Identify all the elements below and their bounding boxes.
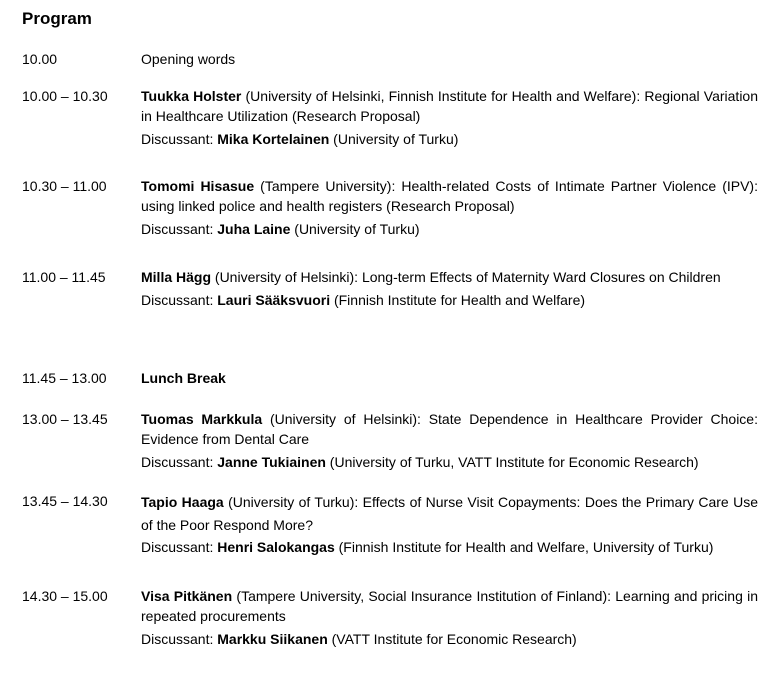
entry-time: 10.00: [22, 51, 58, 67]
talk-line: [141, 586, 758, 626]
speaker-name: Visa Pitkänen: [141, 588, 233, 604]
discussant-line: [141, 537, 758, 557]
discussant-name: Juha Laine: [217, 221, 291, 237]
discussant-label: Discussant:: [141, 539, 214, 555]
entry-body: [141, 491, 758, 557]
discussant-affiliation: (Finnish Institute for Health and Welfare): [330, 292, 586, 308]
talk-title: Learning and pricing in repeated procurements: [141, 588, 758, 624]
entry-time: 11.45 – 13.00: [22, 370, 107, 386]
speaker-name: Milla Hägg: [141, 269, 212, 285]
discussant-label: Discussant:: [141, 292, 214, 308]
entry-body: [141, 368, 758, 388]
discussant-label: Discussant:: [141, 131, 214, 147]
entry-time: 11.00 – 11.45: [22, 269, 106, 285]
entry-time: 10.30 – 11.00: [22, 178, 107, 194]
talk-title: Health-related Costs of Intimate Partner Violence (IPV): using linked police and health registers (Research Proposal): [141, 178, 758, 214]
discussant-label: Discussant:: [141, 631, 214, 647]
discussant-name: Lauri Sääksvuori: [217, 292, 331, 308]
discussant-label: Discussant:: [141, 221, 214, 237]
entry-time: 13.00 – 13.45: [22, 411, 108, 427]
discussant-affiliation: (University of Turku): [329, 131, 459, 147]
speaker-affiliation: (University of Helsinki, Finnish Institute for Health and Welfare):: [241, 88, 645, 104]
entry-body: [141, 586, 758, 649]
entry-body: [141, 49, 758, 69]
discussant-line: [141, 629, 758, 649]
discussant-label: Discussant:: [141, 454, 214, 470]
speaker-name: Tuomas Markkula: [141, 411, 263, 427]
discussant-name: Janne Tukiainen: [217, 454, 326, 470]
talk-title: Effects of Nurse Visit Copayments: Does the Primary Care Use of the Poor Respond More?: [141, 494, 759, 533]
discussant-name: Henri Salokangas: [217, 539, 335, 555]
entry-time: 13.45 – 14.30: [22, 493, 108, 509]
entry-time: 10.00 – 10.30: [22, 88, 108, 104]
talk-title: State Dependence in Healthcare Provider Choice: Evidence from Dental Care: [141, 411, 758, 447]
discussant-affiliation: (VATT Institute for Economic Research): [327, 631, 577, 647]
discussant-line: [141, 129, 758, 149]
speaker-affiliation: (University of Helsinki):: [211, 269, 362, 285]
discussant-line: [141, 219, 758, 239]
discussant-name: Markku Siikanen: [217, 631, 328, 647]
talk-line: [141, 491, 758, 537]
speaker-affiliation: (Tampere University):: [254, 178, 402, 194]
speaker-affiliation: (University of Helsinki):: [262, 411, 429, 427]
talk-line: [141, 409, 758, 449]
entry-body: [141, 86, 758, 149]
entry-body: [141, 176, 758, 239]
discussant-affiliation: (Finnish Institute for Health and Welfare, University of Turku): [334, 539, 714, 555]
speaker-name: Tapio Haaga: [141, 494, 224, 510]
speaker-affiliation: (Tampere University, Social Insurance Institution of Finland):: [232, 588, 616, 604]
discussant-line: [141, 452, 758, 472]
entry-body: [141, 409, 758, 472]
entry-time: 14.30 – 15.00: [22, 588, 108, 604]
discussant-affiliation: (University of Turku, VATT Institute for Economic Research): [325, 454, 699, 470]
lunch-break: Lunch Break: [141, 370, 226, 386]
talk-line: [141, 86, 758, 126]
talk-title: Long-term Effects of Maternity Ward Closures on Children: [361, 269, 721, 285]
discussant-name: Mika Kortelainen: [217, 131, 330, 147]
program-title: Program: [22, 9, 92, 28]
discussant-line: [141, 290, 758, 310]
talk-title: Regional Variation in Healthcare Utilization (Research Proposal): [141, 88, 758, 124]
opening-words: Opening words: [141, 51, 236, 67]
discussant-affiliation: (University of Turku): [290, 221, 420, 237]
speaker-affiliation: (University of Turku):: [223, 494, 363, 510]
speaker-name: Tomomi Hisasue: [141, 178, 255, 194]
talk-line: [141, 267, 758, 287]
speaker-name: Tuukka Holster: [141, 88, 242, 104]
talk-line: [141, 176, 758, 216]
entry-body: [141, 267, 758, 310]
